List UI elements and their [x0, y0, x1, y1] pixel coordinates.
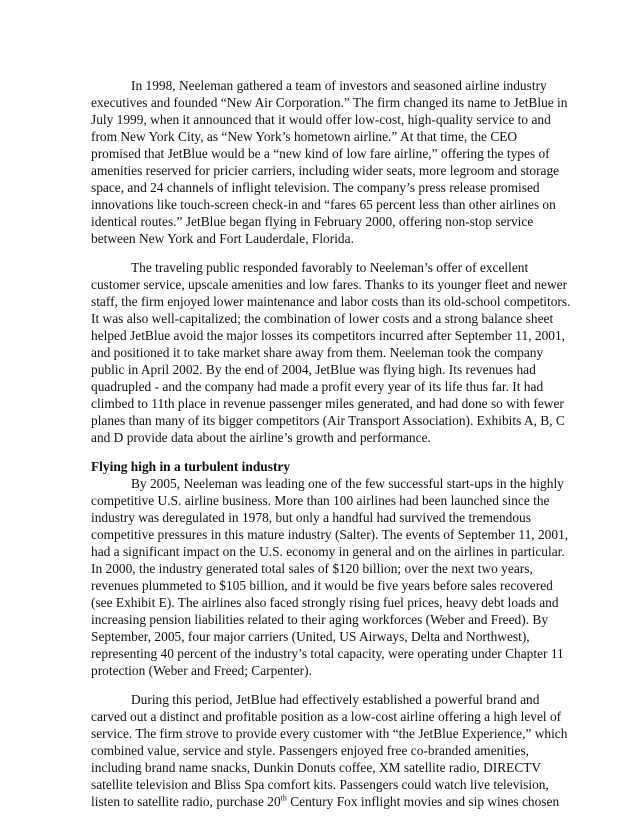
paragraph-4-line-2: carved out a distinct and profitable position as a low-cost airline offering a high level of: [91, 709, 562, 724]
paragraph-3-line-12: protection (Weber and Freed; Carpenter).: [91, 663, 312, 678]
paragraph-1-line-4: from New York City, as “New York’s hometown airline.” At that time, the CEO: [91, 129, 518, 144]
paragraph-4-line-1: During this period, JetBlue had effectively established a powerful brand and: [131, 692, 540, 707]
paragraph-2-line-3: staff, the firm enjoyed lower maintenance and labor costs than its old-school competitors.: [91, 294, 571, 309]
paragraph-2-line-6: and positioned it to take market share away from them. Neeleman took the company: [91, 345, 544, 360]
paragraph-2-line-4: It was also well-capitalized; the combination of lower costs and a strong balance sheet: [91, 311, 554, 326]
p4-line7-after: Century Fox inflight movies and sip wines chosen: [286, 794, 560, 809]
paragraph-1-line-3: July 1999, when it announced that it would offer low-cost, high-quality service to and: [91, 112, 551, 127]
paragraph-1-line-5: promised that JetBlue would be a “new kind of low fare airline,” offering the types of: [91, 146, 550, 161]
paragraph-2-line-1: The traveling public responded favorably to Neeleman’s offer of excellent: [131, 260, 529, 275]
paragraph-1-line-6: amenities reserved for pricier carriers, including wider seats, more legroom and storage: [91, 163, 560, 178]
p4-line7-before: listen to satellite radio, purchase 20: [91, 794, 281, 809]
paragraph-3-line-7: revenues plummeted to $105 billion, and it would be five years before sales recovered: [91, 578, 553, 593]
paragraph-1-line-10: between New York and Fort Lauderdale, Florida.: [91, 231, 354, 246]
paragraph-1-line-8: innovations like touch-screen check-in and “fares 65 percent less than other airlines on: [91, 197, 556, 212]
paragraph-3-line-6: In 2000, the industry generated total sales of $120 billion; over the next two years,: [91, 561, 533, 576]
paragraph-2-line-7: public in April 2002. By the end of 2004, JetBlue was flying high. Its revenues had: [91, 362, 536, 377]
paragraph-1-line-1: In 1998, Neeleman gathered a team of investors and seasoned airline industry: [131, 78, 547, 93]
paragraph-2-line-2: customer service, upscale amenities and low fares. Thanks to its younger fleet and newer: [91, 277, 568, 292]
paragraph-3-line-2: competitive U.S. airline business. More than 100 airlines had been launched since the: [91, 493, 550, 508]
paragraph-4-line-6: satellite television and Bliss Spa comfort kits. Passengers could watch live television,: [91, 777, 549, 792]
paragraph-3-line-10: September, 2005, four major carriers (United, US Airways, Delta and Northwest),: [91, 629, 530, 644]
paragraph-4-line-3: service. The firm strove to provide every customer with “the JetBlue Experience,” which: [91, 726, 568, 741]
paragraph-1-line-7: space, and 24 channels of inflight television. The company’s press release promised: [91, 180, 540, 195]
paragraph-4-line-4: combined value, service and style. Passengers enjoyed free co-branded amenities,: [91, 743, 530, 758]
paragraph-1-line-2: executives and founded “New Air Corporation.” The firm changed its name to JetBlue in: [91, 95, 568, 110]
paragraph-4-line-5: including brand name snacks, Dunkin Donuts coffee, XM satellite radio, DIRECTV: [91, 760, 542, 775]
paragraph-3-line-1: By 2005, Neeleman was leading one of the few successful start-ups in the highly: [131, 476, 564, 491]
paragraph-4-line-7: [91, 794, 559, 811]
section-heading: Flying high in a turbulent industry: [91, 459, 291, 474]
paragraph-2-line-9: climbed to 11th place in revenue passenger miles generated, and had done so with fewer: [91, 396, 564, 411]
paragraph-3-line-5: had a significant impact on the U.S. economy in general and on the airlines in particular.: [91, 544, 565, 559]
paragraph-3-line-3: industry was deregulated in 1978, but only a handful had survived the tremendous: [91, 510, 531, 525]
paragraph-1-line-9: identical routes.” JetBlue began flying in February 2000, offering non-stop service: [91, 214, 534, 229]
paragraph-3-line-9: increasing pension liabilities related to their aging workforces (Weber and Freed). By: [91, 612, 549, 627]
p4-line7-superscript: th: [280, 793, 287, 803]
paragraph-2-line-10: planes than many of its bigger competitors (Air Transport Association). Exhibits A, B, C: [91, 413, 565, 428]
paragraph-2-line-8: quadrupled - and the company had made a profit every year of its life thus far. It had: [91, 379, 544, 394]
paragraph-3-line-4: competitive pressures in this mature industry (Salter). The events of September 11, 2001,: [91, 527, 569, 542]
paragraph-2-line-5: helped JetBlue avoid the major losses its competitors incurred after September 11, 2001,: [91, 328, 566, 343]
paragraph-2-line-11: and D provide data about the airline’s growth and performance.: [91, 430, 431, 445]
paragraph-3-line-11: representing 40 percent of the industry’s total capacity, were operating under Chapter 11: [91, 646, 564, 661]
paragraph-3-line-8: (see Exhibit E). The airlines also faced strongly rising fuel prices, heavy debt loads and: [91, 595, 559, 610]
